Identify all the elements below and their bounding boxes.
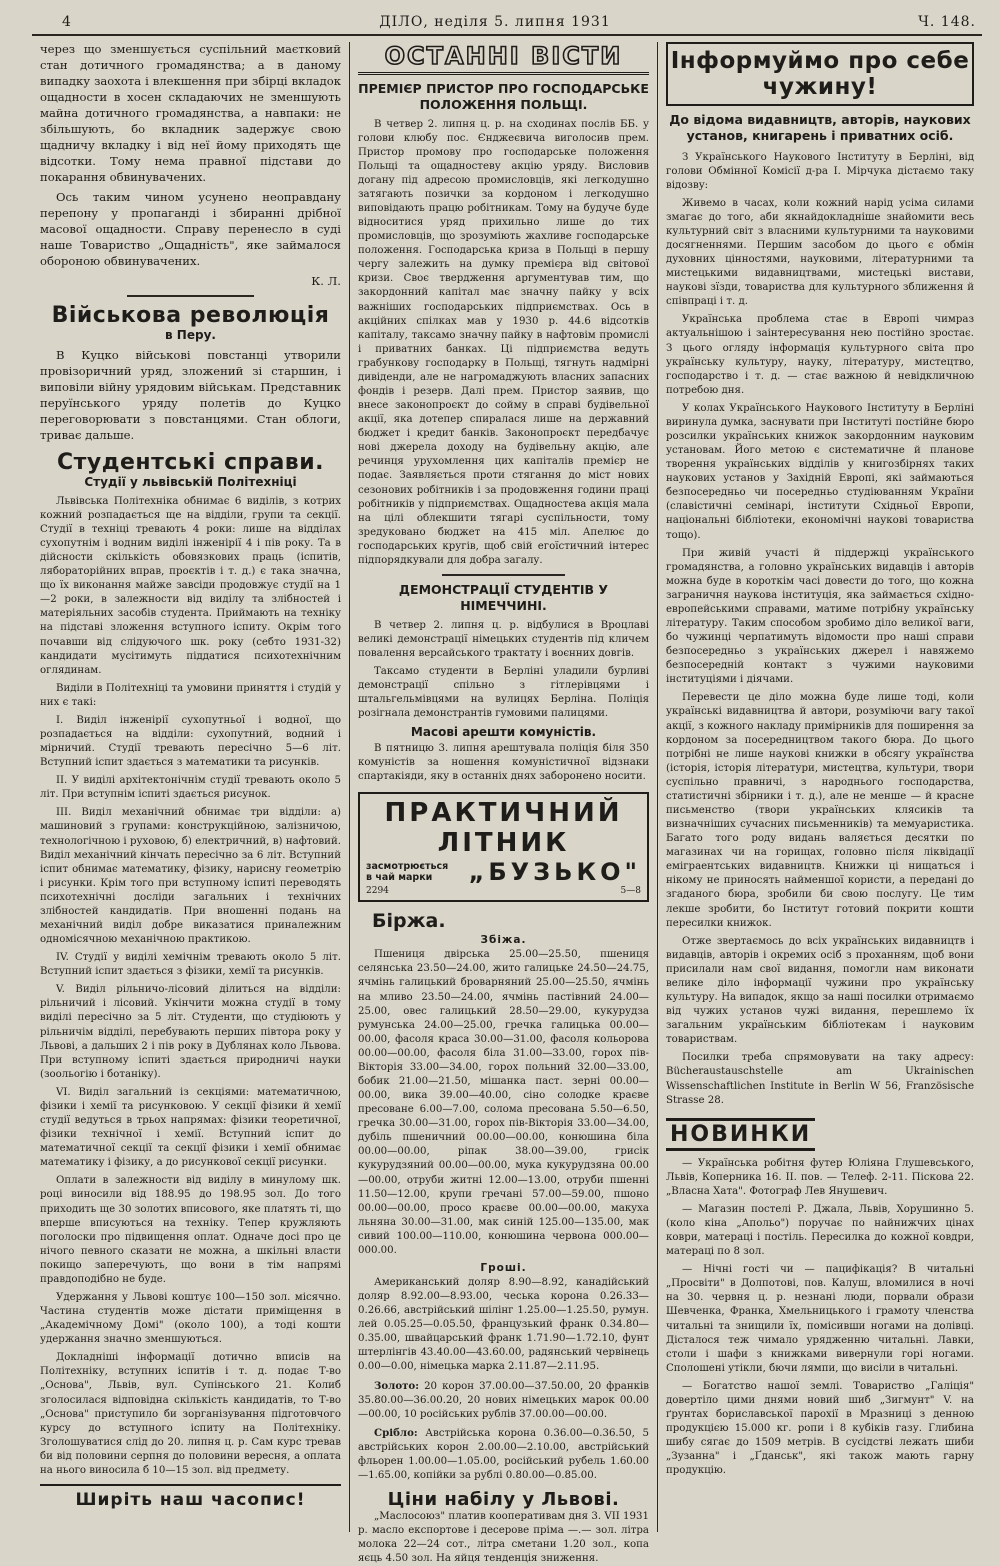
page-number: 4 [62,14,72,30]
ad-number-left: 2294 [366,886,389,897]
students-paragraph: I. Виділ інженірії сухопутньої і водної, що розпадається на відділи: сухопутний, водний і мірничий. Студії тревають пересічно 5—6 літ. Вступний іспит здається з математики та рисунків. [40,714,341,769]
column-left [32,42,350,1532]
students-paragraph: VI. Виділ загальний із секціями: математичною, фізики і хемії та рисунковою. У секції фізики й хемії студії ведуться в трьох напрямах: фізики теоретичної, фізики технічної і хемії. Вступний іспит до математичної секції та секції фізики і хемії обнимає математику і фізику, а до рисункової секції рисунки. [40,1086,341,1169]
inform-body [666,151,974,1108]
news-body [358,118,649,569]
grain-prices: Пшениця двірська 25.00—25.50, пшениця селянська 23.50—24.00, жито галицьке 24.50—24.75, ячмінь галицький броварняний 25.00—25.50, ячмінь на мливо 23.50—24.00, ячмінь пастівний 24.00—25.00, овес галицький 28.50—29.00, кукурудза румунська 24.00—25.00, гречка галицька 00.00—00.00, фасоля краса 30.00—31.00, фасоля кольорова 00.00—00.00, фасоля біла 31.00—33.00, горох пів-Вікторія 33.00—34.00, горох польний 32.00—33.00, бобик 21.00—21.50, мішанка паст. зерні 00.00—00.00, вика 39.00—40.00, сіно солодке краєве пресоване 6.00—7.00, солома пресована 5.50—6.50, гречка 30.00—31.00, горох пів-Вікторія 33.00—34.00, дубіль пшеничний 00.00—00.00, конюшина біла 00.00—00.00, ріпак 38.00—39.00, грисік кукурудзяний 00.00—00.00, мука кукурудзяна 00.00—00.00, отруби житні 12.00—13.00, отруби пшенні 11.50—12.00, крупи гречані 57.00—59.00, пшоно 00.00—00.00, просо краєве 00.00—00.00, макуха льняна 30.00—31.00, мак синій 125.00—135.00, мак сивий 100.00—110.00, конюшина червона 000.00—000.00. [358,949,649,1256]
news-body [358,742,649,784]
inform-title: Інформуймо про себе чужину! [666,42,974,106]
students-body [40,495,341,1478]
intro-signature: К. Л. [311,273,341,288]
ad-brand: „БУЗЬКО" [468,858,641,887]
revolt-title: Військова революція [51,302,330,328]
gold-text: 20 корон 37.00.00—37.50.00, 20 франків 35.80.00—36.00.20, 20 нових німецьких марок 00.00—00.00, 10 російських рублів 37.00.00—00.00. [358,1380,650,1420]
news-headline: ПРЕМІЄР ПРИСТОР ПРО ГОСПОДАРСЬКЕ ПОЛОЖЕННЯ ПОЛЬЩІ. [358,81,649,113]
tea-advertisement [358,792,649,902]
intro-paragraph: Ось таким чином усунено неоправдану перепону у пропаганді і збиранні дрібної масової ощадности. Справу перенесло в суді наше Товариство „Ощадність", яке займалося обороною обвинувачених. [40,189,341,268]
exchange-title: Біржа. [372,910,446,933]
ad-row [366,858,641,886]
grain-title: Збіжа. [480,934,527,947]
column-right [658,42,982,1532]
gold-prices [358,1379,649,1422]
novynky-title: НОВИНКИ [666,1118,815,1151]
silver-text: Австрійська корона 0.36.00—0.36.50, 5 австрійських корон 2.00.00—2.10.00, австрійський фльорен 1.00.00—1.05.00, російський рубель 1.60.00—1.65.00, копійки за рублі 0.80.00—0.85.00. [358,1427,649,1482]
novynky-item: — Нічні гості чи — пацифікація? В читальні „Просвіти" в Долпотові, пов. Калуш, вломилися в ночі на 30. червня ц. р. незнані люди, порвали образи Шевченка, Франка, Хмельницького і грамоту членства читальні та знищили їх, помісивши ногами на долівці. Дісталося теж чимало урядженню читальні. Лавки, столи і шафи з книжками вивернули горі ногами. Сполошені утікли, бючи лямпи, що висіли в читальні. [666,1264,974,1374]
exchange-body [358,948,649,1483]
masthead [32,14,982,36]
novynky-body [666,1157,974,1479]
dairy-body [358,1510,649,1566]
novynky-item: — Українська робітня футер Юліяна Глушевського, Львів, Коперника 16. II. пов. — Телеф. 2-11. Піскова 22. „Власна Хата". Фотограф Лев Янушевич. [666,1157,974,1197]
news-body [358,619,649,722]
columns [32,42,982,1565]
gold-label: Золото: [374,1379,419,1392]
inform-paragraph: При живій участі й піддержці українського громадянства, а головно українських видавців і авторів можна буде в короткім часі довести до того, що кожна заграничня наукова інституція, яка займається східно-европейськими справами, матиме потрібну українську літературу. Таким способом зробимо діло великої ваги, бо чужинці черпатимуть відомости про наші справи безпосередньо з українських джерел і навяжемо безпосередній контакт з чужими науковими інституціями і діячами. [666,547,974,686]
silver-label: Срібло: [374,1426,418,1439]
students-paragraph: II. У виділі архітектонічнім студії тревають около 5 літ. При вступнім іспиті здається рисунок. [40,775,341,801]
masthead-title: ДІЛО, неділя 5. липня 1931 [379,14,611,30]
news-headline: Масові арешти комуністів. [410,725,597,740]
revolt-paragraph: В Куцко військові повстанці утворили провізоричний уряд, зложений зі старшин, і виповіли війну урядовим військам. Представник перуїнського уряду полетів до Куцко переговорювати з повстанцями. Стан облоги, триває дальше. [40,347,341,442]
inform-subtitle: До відома видавництв, авторів, наукових установ, книгарень і приватних осіб. [669,112,971,144]
news-paragraph: В пятницю 3. липня арештувала поліція біля 350 комуністів за ношення комуністичної відзнаки спартакіяди, яку в останніх днях заборонено носити. [358,743,649,783]
students-paragraph: Докладніші інформації дотично вписів на Політехніку, вступних іспитів і т. д. подає Т-во „Основа", Львів, вул. Супінського 21. Колиб зголосилася відповідна скількість кандидатів, то Т-во „Основа" приступило би зорганізування підготовчого курсу до вступного іспиту на Політехніку. Зголошуватися слід до 20. липня ц. р. Сам курс тревав би від половини серпня до половини вересня, а оплата на нього виносила б 10—15 зол. від предмету. [40,1352,341,1476]
inform-paragraph: Перевести це діло можна буде лише тоді, коли українські видавництва й автори, розуміючи вагу такої акції, з кожного накладу примірників для поширення за кордоном за посередництвом такого бюра. До цього потрібні не лише наукові книжки в обсягу українства (історія, історія літератури, мистецтва, культури, твори суспільно правничі, з народнього господарства, статистичні збірники і т. д.), але не менше — й красне письменство (твори українських клясиків та визначніших сучасних письменників) та мемуаристика. Багато того роду видань валяється десятки по магазинах чи на горищах, головно після ліквідації еміграентських видавництв. Книжки ці нищаться і нікому не приносять найменшої користи, а передані до згаданого бюра, зробили би свою послугу. Це тим лекше зробити, бо Інститут готовий покрити кошти пересилки книжок. [666,692,974,929]
ad-line: в чай марки [366,872,433,884]
students-subtitle: Студії у львівській Політехніці [84,474,297,489]
ad-number-right: 5—8 [620,886,641,897]
students-paragraph: Виділи в Політехніці та умовини приняття і студій у них є такі: [40,682,341,708]
dairy-title: Ціни набілу у Львові. [387,1489,620,1511]
students-paragraph: IV. Студії у виділі хемічнім тревають около 5 літ. Вступний іспит здається з фізики, хемії та рисунків. [40,952,341,978]
intro-paragraph: через що зменшується суспільний маєтковий стан дотичного громадянства; а в даному випадку заохота і влекшення при збірці вкладок ощадности в хосен складаючих не зменшують майна дотичного громадянства, а навпаки: не збільшують, бо вкладник задержує свою щадничу вкладку і від неї йому приходять ще відсотки. Тому нема правної підстави до покарання обвинувачених. [40,42,341,184]
issue-number: Ч. 148. [918,14,976,30]
footer-slogan: Ширіть наш часопис! [40,1484,341,1510]
inform-paragraph: Українська проблема стає в Европі чимраз актуальнішою і заінтересування нею постійно зростає. З цього огляду інформація культурного світа про українську культуру, науку, літературу, мистецтво, господарство і т. д. — стає важною й невідкличною потребою дня. [666,314,974,396]
inform-paragraph: З Українського Наукового Інституту в Берліні, від голови Обмінної Комісії д-ра І. Мірчука дістаємо таку відозву: [666,151,974,191]
divider [442,574,564,576]
students-paragraph: Львівська Політехніка обнимає 6 виділів, з котрих кожний розпадається ще на відділи, групи та секції. Студії в техніці тревають 4 роки: лише на відділах сухопутнім і водним виділі інженірії 4 і пів року. Та в дійсности скількість обовязкових праць (іспитів, лябораторійних вправ, проєктів і т. д.) є така значна, що їх виконання майже завсіди продовжує студії на 1—2 роки, в залежности від виділу та злібностей і матеріяльних засобів студента. Приймають на техніку на підставі зложення вступного іспиту. Окрім того почавши від слідуючого шк. року (себто 1931-32) кандидати мусітимуть піддатися психотехнічним оглядинам. [40,495,341,676]
divider [127,295,253,297]
ad-line: засмотрюється [366,860,449,872]
students-title: Студентські справи. [57,449,324,475]
money-prices: Американський доляр 8.90—8.92, канадійський доляр 8.92.00—8.93.00, чеська корона 0.26.33—0.26.66, австрійський шілінг 1.25.00—1.25.50, румун. лей 0.05.25—0.05.50, французький франк 0.34.80—0.35.00, швайцарський франк 1.71.90—1.72.10, фунт штерлінгів 43.40.00—43.60.00, радянський червінець 0.00—0.00, німецька марка 2.11.87—2.11.95. [358,1277,649,1373]
students-paragraph: III. Виділ механічний обнимає три відділи: а) машиновий з групами: конструкційною, залізничою, технологічною і руховою, б) електричний, в) нафтовий. Виділ механічний кінчать пересічно за 6 літ. Вступний іспит обнимає математику, фізику, нарисну геометрію і рисунки. Крім того при вступному іспиті переводять психотехнічні досліди загальних і технічних злібностей кандидатів. При вношенні подань на механічний виділ добре виказатися приналежним одномісячною механічною практикою. [40,807,341,946]
inform-paragraph: Живемо в часах, коли кожний нарід усіма силами змагає до того, аби якнайдокладніше знайомити весь культурний світ з власними культурними та науковими досягненнями. Першим засобом до цього є обмін духовних цінностями, науковими, літературними та мистецькими видавництвами, мистецькі вистави, наукові зїзди, товариства для культурного зближення й співпраці і т. д. [666,197,974,308]
silver-prices [358,1426,649,1483]
novynky-item: — Магазин постелі Р. Джала, Львів, Хорушинно 5. (коло кіна „Апольо") поручає по найнижчих цінах коври, матераці і постіль. Пересилка до кожної ковдри, матераці по 8 зол. [666,1203,974,1258]
students-paragraph: Оплати в залежности від виділу в минулому шк. році виносили від 188.95 до 198.95 зол. До того приходить ще 30 золотих вписового, яке платять ті, що вперше вписуються на техніку. Тепер кружляють поголоски про підвищення оплат. Одначе досі про це нічого певного сказати не можна, а шкільні власти покищо заперечують, що вони в тім напрямі правдоподібно не буде. [40,1175,341,1285]
news-headline: ДЕМОНСТРАЦІЇ СТУДЕНТІВ У НІМЕЧЧИНІ. [398,582,609,614]
money-title: Гроші. [480,1262,527,1274]
news-paragraph: Таксамо студенти в Берліні уладили бурливі демонстрації спільно з гітлерівцями і штальгельмівцями на вулицях Берліна. Поліція розігнала демонстрантів гумовими палицями. [358,665,649,719]
inform-paragraph: Посилки треба спрямовувати на таку адресу: Bücheraustauschstelle am Ukrainischen Wissenschaftlichen Institute in Berlin W 56, Französische Strasse 28. [666,1052,974,1106]
revolt-subtitle: в Перу. [165,327,216,342]
ad-title: ПРАКТИЧНИЙ ЛІТНИК [384,798,623,859]
news-paragraph: В четвер 2. липня ц. р. на сходинах послів ББ. у голови клюбу пос. Єнджеєвича виголосив прем. Пристор промову про господарське положення Польщі та ощадностеву акцію уряду. Висловив догану під адресою промисловців, які легкодушно затягають позички за кордоном і легкодушно виповідають працю робітникам. Тому на будуче буде відноситися уряд прихильно лише до тих промисловців, що зрозуміють жахливе господарське положення. Господарська криза в Польщі в першу чергу залежить на думку премієра від світової кризи. Своє твердження аргументував тим, що закордонний капітал має значну пайку у всіх важніших господарських підприємствах. Ось в акційних спілках мав у 1930 р. 44.6 відсотків капіталу, таксамо значну пайку в нафтовім промислі і приватних банках. Ці підприємства ведуть грабункову господарку в Польщі, тягнуть надмірні дивіденди, але не нагромаджують власних запасних фондів і резерв. Далі прем. Пристор заявив, що внесе законопроєкт до сойму в справі будівельної акції, яка дотепер спиралася лише на державний бюджет і кредит банків. Законопроєкт передбачує нові джерела доходу на будівельну акцію, але речинця урухомлення цих капіталів премієр не подає. Заявляється проти стягання до міст нових сезонових робітників і за продовження години праці робітників у підприємствах. Ощадностева акція мала на цілі облекшити тягарі суспільности, тому зредуковано бюджет на 415 міл. Апелює до господарських кругів, щоб свій егоїстичний інтерес підпорядкували для добра загалу. [358,118,649,566]
students-paragraph: V. Виділ рільничо-лісовий ділиться на відділи: рільничий і лісовий. Укінчити можна студії в тому виділі пересічно за 5 літ. Студенти, що студіюють у рільничім відділі, перебувають перших півтора року у Львові, а дальших 2 і пів року в Дублянах коло Львова. При вступному іспиті здається природничі науки (зоольогію і ботаніку). [40,984,341,1080]
inform-paragraph: Отже звертаємось до всіх українських видавництв і видавців, авторів і окремих осіб з проханням, щоб вони присилали нам свої видання, помогли нам виконати велике діло інформації чужини про українську культуру. На випадок, якщо за наші посилки отримаємо від чужих установ чужі видання, перешлемо їх загальним українським бібліотекам і науковим товариствам. [666,935,974,1046]
dairy-paragraph: „Маслосоюз" платив кооперативам дня 3. VII 1931 р. масло експортове і десерове пріма —.— зол. літра молока 22—24 сот., літра сметани 1.20 зол., копа яєць 4.50 зол. На яйця тенденція зниження. [358,1511,649,1565]
ad-numbers [366,886,641,896]
column-middle [350,42,658,1565]
inform-paragraph: У колах Українського Наукового Інституту в Берліні виринула думка, заснувати при Інституті постійне бюро розсилки українських книжок закордонним науковим установам. Його метою є систематичне й планове творення українських відділів у книгозбірнях таких наукових установ у Західній Европі, які займаються безпосередньо чи посередньо студіюванням України (славістичні семінарі, інститути Східньої Европи, національні бібліотеки, економічні наукові товариства тощо). [666,402,974,541]
ad-caption [366,861,448,884]
novynky-item: — Богатство нашої землі. Товариство „Галіція" довертіло цими днями новий шиб „Зигмунт" V. на ґрунтах бориславської парохії в Мразниці з денною продукцією 15.000 кг. ропи і 8 кубіків газу. Глибина шибу сягає до 1509 метрів. В сусідстві лежать шиби „Зузанна" і „Ґданськ", які також мають гарну продукцію. [666,1380,974,1477]
students-paragraph: Удержання у Львові коштує 100—150 зол. місячно. Частина студентів може дістати приміщення в „Академічному Домі" (около 100), а тоді кошти удержання значно зменшуються. [40,1291,341,1346]
news-paragraph: В четвер 2. липня ц. р. відбулися в Вроцлаві великі демонстрації німецьких студентів під кличем повалення версайського трактату і воєнних довгів. [358,619,649,659]
latest-news-title: ОСТАННІ ВІСТИ [358,42,649,75]
